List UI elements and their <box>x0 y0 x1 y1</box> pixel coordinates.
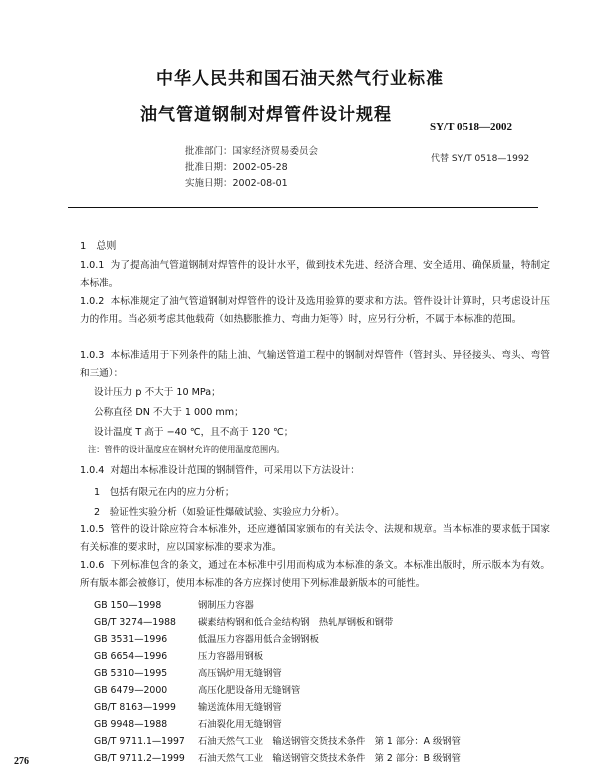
reference-row <box>94 699 282 713</box>
clause-1-0-1 <box>80 257 550 293</box>
approved-by: 批准部门：国家经济贸易委员会 <box>185 146 319 157</box>
reference-row <box>94 716 282 730</box>
reference-row <box>94 682 300 696</box>
condition-pressure: 设计压力 p 不大于 10 MPa； <box>94 387 221 398</box>
reference-code: GB 6654—1996 <box>94 651 168 662</box>
clause-text: 管件的设计除应符合本标准外，还应遵循国家颁布的有关法令、法规和规章。当本标准的要求低于国家有关标准的要求时，应以国家标准的要求为准。 <box>80 524 550 553</box>
clause-text: 本标准适用于下列条件的陆上油、气输送管道工程中的钢制对焊管件（管封头、异径接头、弯头、弯管和三通）： <box>80 350 550 379</box>
reference-title: 钢制压力容器 <box>198 600 254 611</box>
reference-title: 输送流体用无缝钢管 <box>198 702 282 713</box>
clause-number: 1.0.2 <box>80 296 105 307</box>
page-number: 276 <box>14 756 29 767</box>
clause-1-0-3 <box>80 347 550 383</box>
reference-row <box>94 750 461 764</box>
clause-text: 对超出本标准设计范围的钢制管件，可采用以下方法设计： <box>110 465 360 476</box>
reference-code: GB 5310—1995 <box>94 668 168 679</box>
condition-diameter: 公称直径 DN 不大于 1 000 mm； <box>94 407 244 418</box>
method-stress-analysis: 1 包括有限元在内的应力分析； <box>94 487 235 498</box>
reference-title: 压力容器用钢板 <box>198 651 264 662</box>
reference-title: 石油裂化用无缝钢管 <box>198 719 282 730</box>
reference-row <box>94 665 282 679</box>
temperature-note: 注：管件的设计温度应在钢材允许的使用温度范围内。 <box>88 444 285 454</box>
reference-code: GB 6479—2000 <box>94 685 168 696</box>
issuing-body-title: 中华人民共和国石油天然气行业标准 <box>156 69 444 89</box>
clause-text: 下列标准包含的条文，通过在本标准中引用而构成为本标准的条文。本标准出版时，所示版本为有效。所有版本都会被修订，使用本标准的各方应探讨使用下列标准最新版本的可能性。 <box>80 560 550 589</box>
reference-code: GB/T 8163—1999 <box>94 702 176 713</box>
document-title: 油气管道钢制对焊管件设计规程 <box>140 105 392 125</box>
clause-text: 为了提高油气管道钢制对焊管件的设计水平，做到技术先进、经济合理、安全适用、确保质量，特制定本标准。 <box>80 260 550 289</box>
reference-code: GB/T 9711.1—1997 <box>94 736 185 747</box>
reference-code: GB/T 9711.2—1999 <box>94 753 185 764</box>
clause-1-0-5 <box>80 521 550 557</box>
reference-row <box>94 631 319 645</box>
replaces-standard: 代替 SY/T 0518—1992 <box>431 154 530 164</box>
reference-code: GB 9948—1988 <box>94 719 168 730</box>
clause-text: 本标准规定了油气管道钢制对焊管件的设计及选用验算的要求和方法。管件设计计算时，只考虑设计压力的作用。当必须考虑其他载荷（如热膨胀推力、弯曲力矩等）时，应另行分析，不属于本标准的范围。 <box>80 296 550 325</box>
clause-number: 1.0.3 <box>80 350 105 361</box>
effective-date: 实施日期：2002-08-01 <box>185 178 288 189</box>
header-divider <box>68 207 538 208</box>
approval-date: 批准日期：2002-05-28 <box>185 162 288 173</box>
section-heading: 1 总则 <box>80 241 117 252</box>
reference-title: 高压锅炉用无缝钢管 <box>198 668 282 679</box>
reference-code: GB/T 3274—1988 <box>94 617 176 628</box>
clause-1-0-6 <box>80 557 550 593</box>
clause-number: 1.0.5 <box>80 524 105 535</box>
clause-number: 1.0.1 <box>80 260 105 271</box>
reference-code: GB 3531—1996 <box>94 634 168 645</box>
reference-code: GB 150—1998 <box>94 600 162 611</box>
reference-row <box>94 648 263 662</box>
reference-row <box>94 733 461 747</box>
condition-temperature: 设计温度 T 高于 −40 ℃，且不高于 120 ℃； <box>94 427 294 438</box>
reference-title: 石油天然气工业 输送钢管交货技术条件 第 1 部分：A 级钢管 <box>198 736 461 747</box>
clause-number: 1.0.6 <box>80 560 105 571</box>
standard-number: SY/T 0518—2002 <box>430 121 513 133</box>
reference-title: 石油天然气工业 输送钢管交货技术条件 第 2 部分：B 级钢管 <box>198 753 461 764</box>
clause-1-0-2 <box>80 293 550 329</box>
reference-row <box>94 614 393 628</box>
reference-title: 高压化肥设备用无缝钢管 <box>198 685 301 696</box>
reference-title: 碳素结构钢和低合金结构钢 热轧厚钢板和钢带 <box>198 617 394 628</box>
reference-row <box>94 597 254 611</box>
reference-title: 低温压力容器用低合金钢钢板 <box>198 634 319 645</box>
clause-number: 1.0.4 <box>80 465 105 476</box>
clause-1-0-4 <box>80 462 550 480</box>
method-verification-test: 2 验证性实验分析（如验证性爆破试验、实验应力分析）。 <box>94 507 345 518</box>
